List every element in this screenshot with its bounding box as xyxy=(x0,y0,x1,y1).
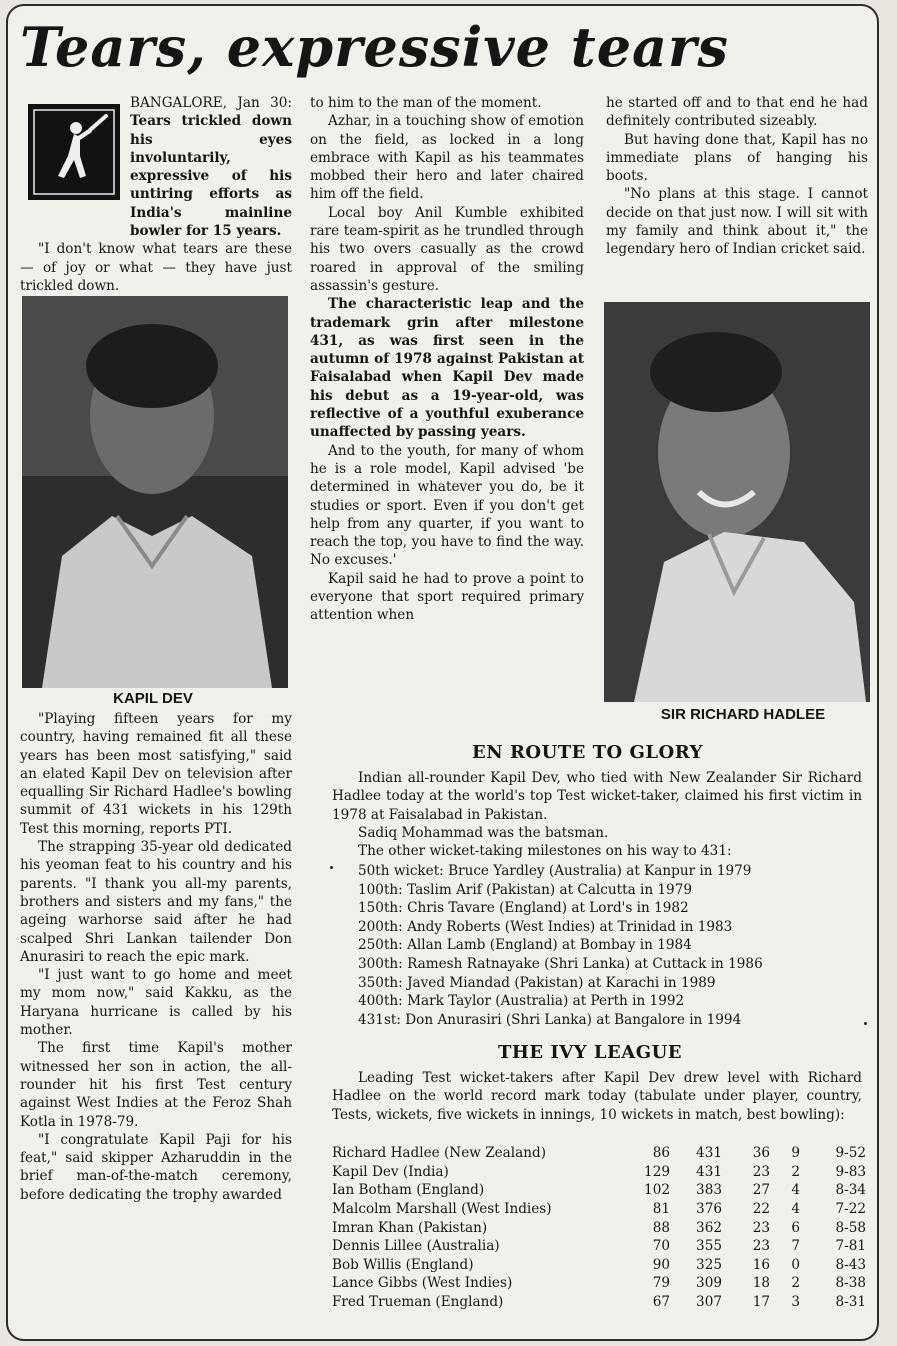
ivy-league-table xyxy=(332,1144,866,1311)
paragraph: he started off and to that end he had definitely contributed sizeably. xyxy=(606,95,868,130)
stat-cell: 23 xyxy=(752,1219,770,1236)
stat-cell: 18 xyxy=(752,1275,770,1292)
stat-cell: 8-38 xyxy=(835,1275,866,1292)
stat-cell: 86 xyxy=(652,1145,670,1162)
column-2 xyxy=(310,94,584,625)
player-cell: Kapil Dev (India) xyxy=(332,1163,449,1180)
milestone-item: 200th: Andy Roberts (West Indies) at Trinidad in 1983 xyxy=(358,918,733,935)
stat-cell: 27 xyxy=(752,1182,770,1199)
player-cell: Imran Khan (Pakistan) xyxy=(332,1219,488,1236)
milestone-item: 250th: Allan Lamb (England) at Bombay in 1984 xyxy=(358,937,692,954)
table-row xyxy=(332,1274,866,1293)
en-route-intro xyxy=(332,769,862,860)
paragraph: "Playing fifteen years for my country, having remained fit all these years has been most satisfying," said an elated Kapil Dev on television after equalling Sir Richard Hadlee's bowling summit of 431 wickets in his 129th Test this morning, reports PTI. xyxy=(20,711,292,837)
milestone-item: 431st: Don Anurasiri (Shri Lanka) at Bangalore in 1994 xyxy=(358,1011,742,1028)
stat-cell: 23 xyxy=(752,1163,770,1180)
lead-text: Tears trickled down his eyes involuntarily, expressive of his untiring efforts as India's mainline bowler for 15 years. xyxy=(130,113,292,240)
stat-cell: 79 xyxy=(652,1275,670,1292)
paragraph: Indian all-rounder Kapil Dev, who tied with New Zealander Sir Richard Hadlee today at the world's top Test wicket-taker, claimed his first victim in 1978 at Faisalabad in Pakistan. xyxy=(332,770,862,823)
stat-cell: 102 xyxy=(644,1182,670,1199)
stat-cell: 3 xyxy=(791,1294,800,1311)
milestone-item: 350th: Javed Miandad (Pakistan) at Karachi in 1989 xyxy=(358,974,716,991)
richard-hadlee-photo xyxy=(604,302,870,702)
paragraph: Sadiq Mohammad was the batsman. xyxy=(358,824,609,841)
player-cell: Malcolm Marshall (West Indies) xyxy=(332,1201,552,1218)
table-row xyxy=(332,1144,866,1163)
stat-cell: 9-52 xyxy=(835,1145,866,1162)
column-3 xyxy=(606,94,868,259)
dateline: BANGALORE, Jan 30: xyxy=(130,95,292,111)
stat-cell: 307 xyxy=(696,1294,722,1311)
ivy-league-intro xyxy=(332,1069,862,1124)
milestones-list xyxy=(358,862,858,1029)
headline: Tears, expressive tears xyxy=(20,15,729,79)
stat-cell: 8-34 xyxy=(835,1182,866,1199)
table-row xyxy=(332,1163,866,1182)
stat-cell: 17 xyxy=(752,1294,770,1311)
stat-cell: 4 xyxy=(791,1201,800,1218)
paragraph: "I just want to go home and meet my mom now," said Kakku, as the Haryana hurricane is called by his mother. xyxy=(20,967,292,1039)
stat-cell: 7 xyxy=(791,1238,800,1255)
photo-caption-kapil: KAPIL DEV xyxy=(113,690,193,707)
stat-cell: 383 xyxy=(696,1182,722,1199)
paragraph: "I don't know what tears are these — of joy or what — they have just trickled down. xyxy=(20,241,292,294)
stat-cell: 0 xyxy=(791,1256,800,1273)
stat-cell: 8-58 xyxy=(835,1219,866,1236)
stat-cell: 81 xyxy=(652,1201,670,1218)
table-row xyxy=(332,1181,866,1200)
kapil-dev-photo xyxy=(22,296,288,688)
stat-cell: 88 xyxy=(652,1219,670,1236)
paragraph: And to the youth, for many of whom he is a role model, Kapil advised 'be determined in whatever you do, be it studies or sport. Even if you don't get help from any quarter, if you want to reach the top, you have to find the way. No excuses.' xyxy=(310,442,584,569)
stat-cell: 9-83 xyxy=(835,1163,866,1180)
stat-cell: 2 xyxy=(791,1275,800,1292)
milestone-item: 100th: Taslim Arif (Pakistan) at Calcutta in 1979 xyxy=(358,881,693,898)
milestone-item: 150th: Chris Tavare (England) at Lord's in 1982 xyxy=(358,900,689,917)
stat-cell: 7-22 xyxy=(835,1201,866,1218)
stat-cell: 9 xyxy=(791,1145,800,1162)
stat-cell: 431 xyxy=(696,1145,722,1162)
stat-cell: 8-43 xyxy=(835,1256,866,1273)
stat-cell: 8-31 xyxy=(835,1294,866,1311)
stat-cell: 129 xyxy=(644,1163,670,1180)
stat-cell: 325 xyxy=(696,1256,722,1273)
paragraph: Azhar, in a touching show of emotion on the field, as locked in a long embrace with Kapil as his teammates mobbed their hero and later chaired him off the field. xyxy=(310,113,584,203)
stat-cell: 36 xyxy=(752,1145,770,1162)
player-cell: Ian Botham (England) xyxy=(332,1182,485,1199)
player-cell: Dennis Lillee (Australia) xyxy=(332,1238,500,1255)
paragraph: "No plans at this stage. I cannot decide on that just now. I will sit with my family and think about it," the legendary hero of Indian cricket said. xyxy=(606,186,868,258)
newspaper-clipping xyxy=(6,4,879,1341)
player-cell: Lance Gibbs (West Indies) xyxy=(332,1275,513,1292)
column-1-continued xyxy=(20,710,292,1204)
ivy-league-title: THE IVY LEAGUE xyxy=(498,1042,683,1063)
paragraph: Leading Test wicket-takers after Kapil Dev drew level with Richard Hadlee on the world record mark today (tabulate under player, country, Tests, wickets, five wickets in innings, 10 wickets in match, best bowling): xyxy=(332,1070,862,1123)
paragraph: Local boy Anil Kumble exhibited rare team-spirit as he trundled through his two overs casually as the crowd roared in approval of the smiling assassin's gesture. xyxy=(310,204,584,294)
milestone-item: 400th: Mark Taylor (Australia) at Perth in 1992 xyxy=(358,993,685,1010)
stat-cell: 16 xyxy=(752,1256,770,1273)
stat-cell: 6 xyxy=(791,1219,800,1236)
stat-cell: 362 xyxy=(696,1219,722,1236)
stat-cell: 309 xyxy=(696,1275,722,1292)
stat-cell: 4 xyxy=(791,1182,800,1199)
player-cell: Fred Trueman (England) xyxy=(332,1294,504,1311)
table-row xyxy=(332,1218,866,1237)
stat-cell: 431 xyxy=(696,1163,722,1180)
paragraph: Kapil said he had to prove a point to everyone that sport required primary attention when xyxy=(310,570,584,624)
stat-cell: 2 xyxy=(791,1163,800,1180)
milestone-item: 50th wicket: Bruce Yardley (Australia) at Kanpur in 1979 xyxy=(358,863,752,879)
table-row xyxy=(332,1200,866,1219)
milestone-item: 300th: Ramesh Ratnayake (Shri Lanka) at Cuttack in 1986 xyxy=(358,955,763,972)
table-row xyxy=(332,1237,866,1256)
photo-caption-hadlee: SIR RICHARD HADLEE xyxy=(660,706,826,723)
paragraph: But having done that, Kapil has no immediate plans of hanging his boots. xyxy=(606,131,868,185)
paragraph: The first time Kapil's mother witnessed her son in action, the all-rounder hit his first Test century against West Indies at the Feroz Shah Kotla in 1978-79. xyxy=(20,1040,292,1130)
stat-cell: 22 xyxy=(752,1201,770,1218)
player-cell: Bob Willis (England) xyxy=(332,1256,474,1273)
paragraph: "I congratulate Kapil Paji for his feat," said skipper Azharuddin in the brief man-of-the-match ceremony, before dedicating the trophy awarded xyxy=(20,1131,292,1203)
paragraph: to him to the man of the moment. xyxy=(310,95,542,111)
stat-cell: 23 xyxy=(752,1238,770,1255)
column-1 xyxy=(20,94,292,295)
stat-cell: 67 xyxy=(652,1294,670,1311)
paragraph: The strapping 35-year old dedicated his yeoman feat to his country and his parents. "I thank you all-my parents, brothers and sisters and my fans," the ageing warhorse said after he had scalped Shri Lankan tailender Don Anurasiri to reach the epic mark. xyxy=(20,839,292,965)
stat-cell: 376 xyxy=(696,1201,722,1218)
paragraph: The characteristic leap and the trademark grin after milestone 431, as was first seen in the autumn of 1978 against Pakistan at Faisalabad when Kapil Dev made his debut as a 19-year-old, was reflective of a youthful exuberance unaffected by passing years. xyxy=(310,296,584,441)
print-speck xyxy=(330,866,333,869)
table-row xyxy=(332,1293,866,1312)
en-route-title: EN ROUTE TO GLORY xyxy=(472,742,703,763)
stat-cell: 90 xyxy=(652,1256,670,1273)
print-speck xyxy=(864,1022,867,1025)
table-row xyxy=(332,1256,866,1275)
stat-cell: 70 xyxy=(652,1238,670,1255)
stat-cell: 7-81 xyxy=(835,1238,866,1255)
paragraph: The other wicket-taking milestones on his way to 431: xyxy=(358,843,732,860)
player-cell: Richard Hadlee (New Zealand) xyxy=(332,1145,547,1162)
stat-cell: 355 xyxy=(696,1238,722,1255)
